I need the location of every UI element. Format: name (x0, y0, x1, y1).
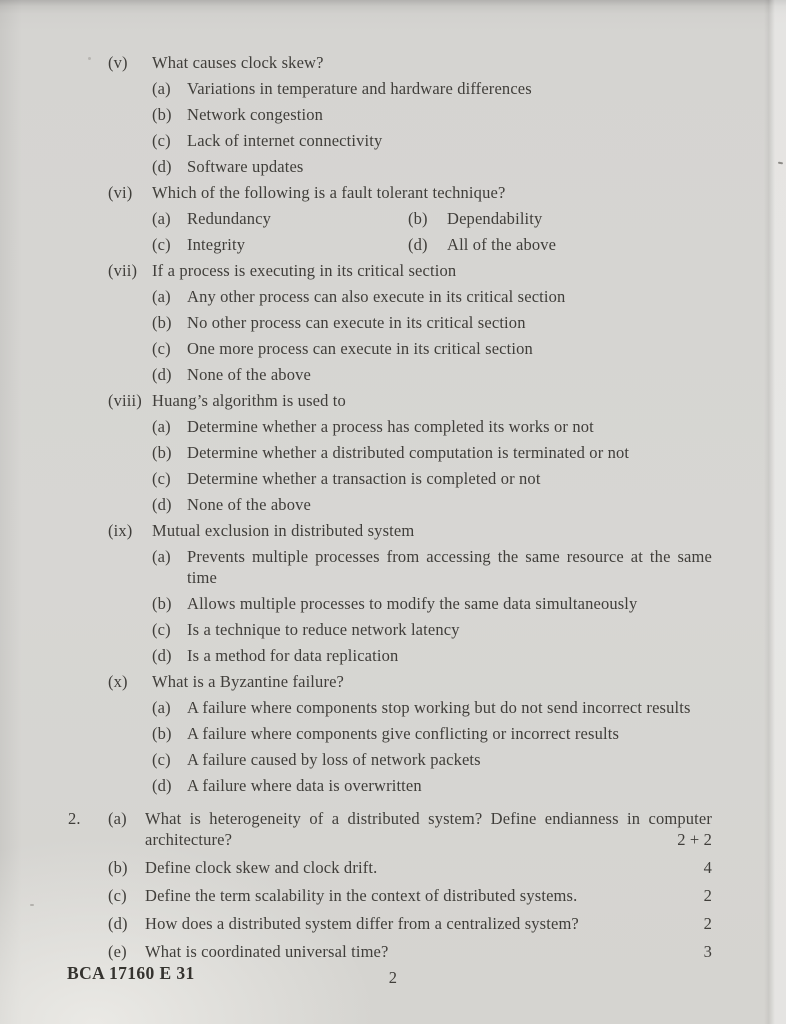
part-text: How does a distributed system differ from a centralized system? (145, 914, 579, 933)
part-text: Define clock skew and clock drift. (145, 858, 378, 877)
part-label: (a) (108, 809, 127, 828)
part-text: What is coordinated universal time? (145, 942, 389, 961)
option-label: (c) (152, 235, 171, 254)
option-text: Network congestion (187, 105, 324, 124)
option-row (152, 723, 712, 744)
option-text: A failure where components stop working but do not send incorrect results (187, 698, 691, 717)
option-text: Determine whether a transaction is completed or not (187, 469, 541, 488)
option-text: Allows multiple processes to modify the same data simultaneously (187, 594, 638, 613)
option-label: (c) (152, 339, 171, 358)
option-text: Redundancy (187, 209, 271, 228)
question-2d-row (68, 913, 712, 934)
option-label: (b) (152, 443, 172, 462)
option-row (152, 775, 712, 796)
page-content (0, 52, 786, 969)
option-row-pair (152, 208, 712, 229)
option-row (152, 130, 712, 151)
option-text: Lack of internet connectivity (187, 131, 383, 150)
option-label: (b) (152, 105, 172, 124)
option-label: (d) (152, 157, 172, 176)
question-text: Mutual exclusion in distributed system (152, 521, 415, 540)
page-number: 2 (388, 968, 398, 987)
option-text: Is a technique to reduce network latency (187, 620, 460, 639)
question-2c-row (68, 885, 712, 906)
question-viii (108, 390, 712, 411)
part-label: (e) (108, 942, 127, 961)
option-label: (d) (152, 776, 172, 795)
option-row (152, 104, 712, 125)
option-label: (c) (152, 469, 171, 488)
question-viii-options (152, 416, 712, 515)
question-number: (viii) (108, 391, 142, 410)
option-text: Prevents multiple processes from accessing the same resource at the same time (187, 547, 712, 587)
scan-speck (88, 57, 91, 60)
option-row (152, 494, 712, 515)
part-text: What is heterogeneity of a distributed system? Define endianness in computer architecture? (145, 809, 712, 849)
scan-speck (30, 904, 34, 906)
option-label: (b) (408, 209, 428, 228)
option-text: Software updates (187, 157, 304, 176)
question-number: (vii) (108, 261, 138, 280)
option-text: A failure where data is overwritten (187, 776, 422, 795)
option-text: Determine whether a distributed computation is terminated or not (187, 443, 630, 462)
part-label: (c) (108, 886, 127, 905)
option-label: (d) (152, 646, 172, 665)
option-text: Any other process can also execute in its critical section (187, 287, 566, 306)
indent-spacer (68, 913, 108, 934)
question-v-options (152, 78, 712, 177)
option-row (152, 364, 712, 385)
option-label: (d) (408, 235, 428, 254)
question-text: What is a Byzantine failure? (152, 672, 345, 691)
paper-code: BCA 17160 E 31 (67, 963, 195, 983)
mcq-section (108, 52, 712, 796)
option-label: (d) (152, 495, 172, 514)
question-2b-row (68, 857, 712, 878)
option-label: (a) (152, 287, 171, 306)
option-label: (a) (152, 698, 171, 717)
option-text: Integrity (187, 235, 246, 254)
indent-spacer (68, 941, 108, 962)
option-text: All of the above (447, 235, 557, 254)
option-row (152, 286, 712, 307)
option-row (152, 749, 712, 770)
option-label: (a) (152, 547, 171, 566)
option-row (152, 593, 712, 614)
question-vii-options (152, 286, 712, 385)
option-label: (a) (152, 209, 171, 228)
option-text: None of the above (187, 365, 311, 384)
part-label: (d) (108, 914, 128, 933)
question-number: (v) (108, 53, 128, 72)
option-text: Variations in temperature and hardware differences (187, 79, 532, 98)
option-row (152, 78, 712, 99)
marks-value: 2 (703, 914, 712, 933)
option-row (152, 468, 712, 489)
question-vi-options (152, 208, 712, 255)
marks-value: 2 (703, 886, 712, 905)
indent-spacer (68, 885, 108, 906)
option-text: Is a method for data replication (187, 646, 399, 665)
option-row (152, 156, 712, 177)
option-text: A failure caused by loss of network packets (187, 750, 481, 769)
marks-value: 4 (703, 858, 712, 877)
question-2a-row (68, 808, 712, 850)
indent-spacer (68, 857, 108, 878)
part-label: (b) (108, 858, 128, 877)
question-v (108, 52, 712, 73)
marks-value: 2 + 2 (677, 830, 712, 849)
option-text: None of the above (187, 495, 311, 514)
option-label: (b) (152, 594, 172, 613)
option-row (152, 645, 712, 666)
question-ix-options (152, 546, 712, 666)
question-2-section (68, 808, 712, 962)
option-text: One more process can execute in its critical section (187, 339, 533, 358)
option-row (152, 697, 712, 718)
option-label: (c) (152, 750, 171, 769)
question-ix (108, 520, 712, 541)
option-label: (b) (152, 724, 172, 743)
question-text: What causes clock skew? (152, 53, 324, 72)
question-text: Huang’s algorithm is used to (152, 391, 346, 410)
option-row (152, 619, 712, 640)
option-row-pair (152, 234, 712, 255)
question-x (108, 671, 712, 692)
question-vii (108, 260, 712, 281)
option-label: (c) (152, 620, 171, 639)
part-text: Define the term scalability in the context of distributed systems. (145, 886, 578, 905)
option-row (152, 546, 712, 588)
option-text: Determine whether a process has completed its works or not (187, 417, 594, 436)
option-row (152, 338, 712, 359)
question-2e-row (68, 941, 712, 962)
option-row (152, 416, 712, 437)
option-label: (a) (152, 79, 171, 98)
option-row (152, 442, 712, 463)
option-label: (a) (152, 417, 171, 436)
question-text: Which of the following is a fault tolerant technique? (152, 183, 506, 202)
question-text: If a process is executing in its critical section (152, 261, 457, 280)
question-number: 2. (68, 809, 81, 828)
option-text: No other process can execute in its critical section (187, 313, 526, 332)
option-label: (b) (152, 313, 172, 332)
option-label: (c) (152, 131, 171, 150)
marks-value: 3 (703, 942, 712, 961)
question-vi (108, 182, 712, 203)
option-label: (d) (152, 365, 172, 384)
option-text: A failure where components give conflicting or incorrect results (187, 724, 620, 743)
question-number: (x) (108, 672, 128, 691)
question-number: (vi) (108, 183, 133, 202)
option-text: Dependability (447, 209, 543, 228)
question-number: (ix) (108, 521, 133, 540)
option-row (152, 312, 712, 333)
question-x-options (152, 697, 712, 796)
